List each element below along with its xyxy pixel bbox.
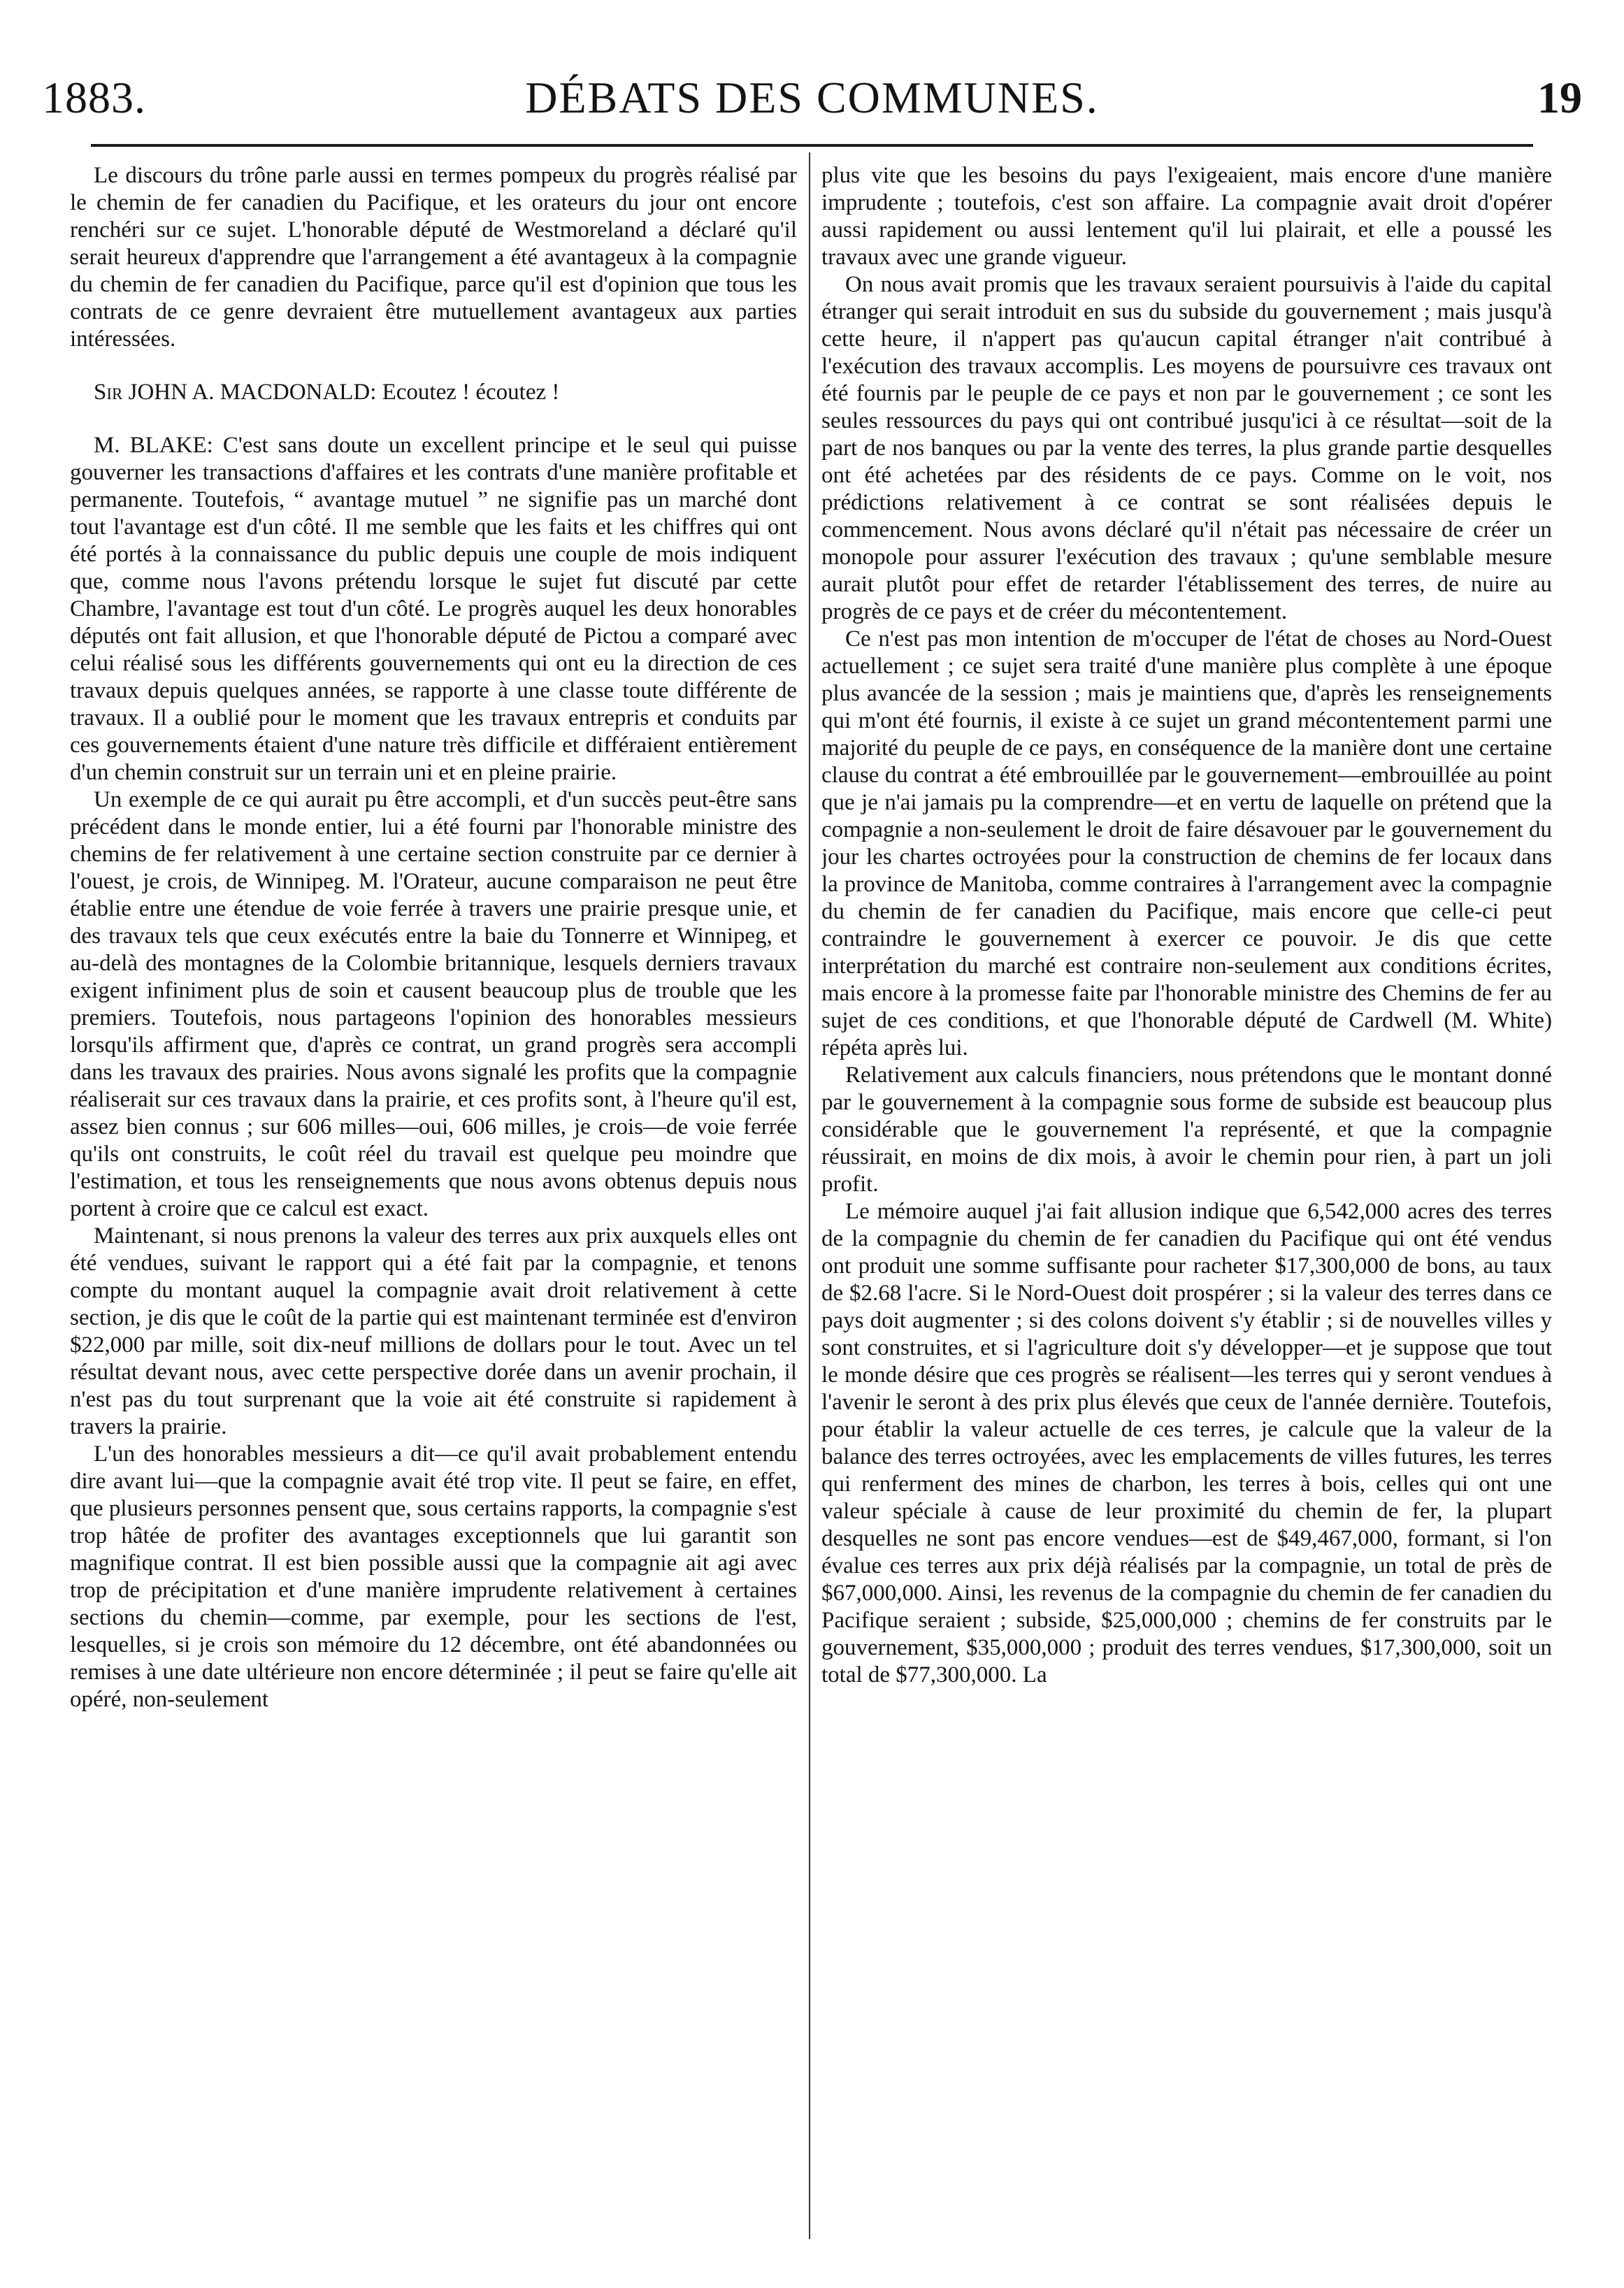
speech-text: : Ecoutez ! écoutez ! xyxy=(370,380,560,405)
paragraph: Relativement aux calculs financiers, nous prétendons que le montant donné par le gouvernement à la compagnie sous forme de subside est beaucoup plus considérable que le gouvernement l'a représenté, et que la compagnie réussirait, en moins de dix mois, à avoir le chemin pour rien, à part un joli profit. xyxy=(821,1063,1552,1197)
header-page-number: 19 xyxy=(1537,73,1582,122)
paragraph: plus vite que les besoins du pays l'exigeaient, mais encore d'une manière imprudente ; toutefois, c'est son affaire. La compagnie avait droit d'opérer aussi rapidement ou aussi lentement qu'il lui plairait, et elle a poussé les travaux avec une grande vigueur. xyxy=(821,163,1552,270)
speaker-name: M. BLAKE xyxy=(94,433,207,458)
paragraph: Maintenant, si nous prenons la valeur des terres aux prix auxquels elles ont été vendues, suivant le rapport qui a été fait par la compagnie, et tenons compte du montant auquel la compagnie avait droit relativement à cette section, je dis que le coût de la partie qui est maintenant terminée est d'environ $22,000 par mille, soit dix-neuf millions de dollars pour le tout. Avec un tel résultat devant nous, avec cette perspective dorée dans un avenir prochain, il n'est pas du tout surprenant que la voie ait été construite si rapidement à travers la prairie. xyxy=(70,1223,797,1439)
paragraph: Le discours du trône parle aussi en termes pompeux du progrès réalisé par le chemin de fer canadien du Pacifique, et les orateurs du jour ont encore renchéri sur ce sujet. L'honorable député de Westmoreland a déclaré qu'il serait heureux d'apprendre que l'arrangement a été avantageux à la compagnie du chemin de fer canadien du Pacifique, parce qu'il est d'opinion que tous les contrats de ce genre devraient être mutuellement avantageux aux parties intéressées. xyxy=(70,163,797,352)
right-column xyxy=(821,162,1552,2231)
paragraph: Un exemple de ce qui aurait pu être accompli, et d'un succès peut-être sans précédent dans le monde entier, lui a été fourni par l'honorable ministre des chemins de fer relativement à une certaine section construite par ce dernier à l'ouest, je crois, de Winnipeg. M. l'Orateur, aucune comparaison ne peut être établie entre une étendue de voie ferrée à travers une prairie presque unie, et des travaux tels que ceux exécutés entre la baie du Tonnerre et Winnipeg, et au-delà des montagnes de la Colombie britannique, lesquels derniers travaux exigent infiniment plus de soin et causent beaucoup plus de trouble que les premiers. Toutefois, nous partageons l'opinion des honorables messieurs lorsqu'ils affirment que, d'après ce contrat, un grand progrès sera accompli dans les travaux des prairies. Nous avons signalé les profits que la compagnie réaliserait sur ces travaux dans la prairie, et ces profits sont, à l'heure qu'il est, assez bien connus ; sur 606 milles—oui, 606 milles, je crois—de voie ferrée qu'ils ont construits, le coût réel du travail est quelque peu moindre que l'estimation, et tous les renseignements que nous avons obtenus depuis nous portent à croire que ce calcul est exact. xyxy=(70,787,797,1221)
left-column xyxy=(70,162,797,2231)
paragraph: Ce n'est pas mon intention de m'occuper de l'état de choses au Nord-Ouest actuellement ; ce sujet sera traité d'une manière plus complète à une époque plus avancée de la session ; mais je maintiens que, d'après les renseignements qui m'ont été fournis, il existe à ce sujet un grand mécontentement parmi une majorité du peuple de ce pays, en conséquence de la manière dont une certaine clause du contrat a été embrouillée par le gouvernement—embrouillée au point que je n'ai jamais pu la comprendre—et en vertu de laquelle on prétend que la compagnie a non-seulement le droit de faire désavouer par le gouvernement du jour les chartes octroyées pour la construction de chemins de fer locaux dans la province de Manitoba, comme contraires à l'arrangement avec la compagnie du chemin de fer canadien du Pacifique, mais encore que celle-ci peut contraindre le gouvernement à exercer ce pouvoir. Je dis que cette interprétation du marché est contraire non-seulement aux conditions écrites, mais encore à la promesse faite par l'honorable ministre des Chemins de fer au sujet de ces conditions, et que l'honorable député de Cardwell (M. White) répéta après lui. xyxy=(821,626,1552,1060)
speaker-name: Sir JOHN A. MACDONALD xyxy=(94,380,371,405)
header-year: 1883. xyxy=(42,73,146,122)
paragraph: Le mémoire auquel j'ai fait allusion indique que 6,542,000 acres des terres de la compagnie du chemin de fer canadien du Pacifique qui ont été vendus ont produit une somme suffisante pour racheter $17,300,000 de bons, au taux de $2.68 l'acre. Si le Nord-Ouest doit prospérer ; si la valeur des terres dans ce pays doit augmenter ; si des colons doivent s'y établir ; si de nouvelles villes y sont construites, et si l'agriculture doit s'y développer—et je suppose que tout le monde désire que ces progrès se réalisent—les terres qui y seront vendues à l'avenir le seront à des prix plus élevés que ceux de l'année dernière. Toutefois, pour établir la valeur actuelle de ces terres, je calcule que la valeur de la balance des terres octroyées, avec les emplacements de villes futures, les terres qui renferment des mines de charbon, les terres à bois, celles qui ont une valeur spéciale à cause de leur proximité du chemin de fer, la plupart desquelles ne sont pas encore vendues—est de $49,467,000, formant, si l'on évalue ces terres aux prix déjà réalisés par la compagnie, un total de près de $67,000,000. Ainsi, les revenus de la compagnie du chemin de fer canadien du Pacifique seraient ; subside, $25,000,000 ; chemins de fer construits par le gouvernement, $35,000,000 ; produit des terres vendues, $17,300,000, soit un total de $77,300,000. La xyxy=(821,1199,1552,1688)
speaker-paragraph xyxy=(70,432,797,786)
header-title: DÉBATS DES COMMUNES. xyxy=(525,73,1099,122)
paragraph: L'un des honorables messieurs a dit—ce qu'il avait probablement entendu dire avant lui—que la compagnie avait été trop vite. Il peut se faire, en effet, que plusieurs personnes pensent que, sous certains rapports, la compagnie s'est trop hâtée de profiter des avantages exceptionnels que lui garantit son magnifique contrat. Il est bien possible aussi que la compagnie ait agi avec trop de précipitation et d'une manière imprudente relativement à certaines sections du chemin—comme, par exemple, pour les sections de l'est, lesquelles, si je crois son mémoire du 12 décembre, ont été abandonnées ou remises à une date ultérieure non encore déterminée ; il peut se faire qu'elle ait opéré, non-seulement xyxy=(70,1441,797,1712)
speech-text: : C'est sans doute un excellent principe et le seul qui puisse gouverner les transactions d'affaires et les contrats d'une manière profitable et permanente. Toutefois, “ avantage mutuel ” ne signifie pas un marché dont tout l'avantage est d'un côté. Il me semble que les faits et les chiffres qui ont été portés à la connaissance du public depuis une couple de mois indiquent que, comme nous l'avons prétendu lorsque le sujet fut discuté par cette Chambre, l'avantage est tout d'un côté. Le progrès auquel les deux honorables députés ont fait allusion, et que l'honorable député de Pictou a comparé avec celui réalisé sous les différents gouvernements qui ont eu la direction de ces travaux depuis quelques années, se rapporte à une classe toute différente de travaux. Il a oublié pour le moment que les travaux entrepris et conduits par ces gouvernements étaient d'une nature très difficile et différaient entièrement d'un chemin construit sur un terrain uni et en pleine prairie. xyxy=(70,433,797,785)
paragraph: On nous avait promis que les travaux seraient poursuivis à l'aide du capital étranger qui serait introduit en sus du subside du gouvernement ; mais jusqu'à cette heure, il n'appert pas qu'aucun capital étranger n'ait contribué à l'exécution des travaux accomplis. Les moyens de poursuivre ces travaux ont été fournis par le peuple de ce pays et non par le gouvernement ; ce sont les seules ressources du pays qui ont contribué jusqu'ici à ce résultat—soit de la part de nos banques ou par la vente des terres, la plus grande partie desquelles ont été achetées par des résidents de ce pays. Comme on le voit, nos prédictions relativement à ce contrat se sont réalisées depuis le commencement. Nous avons déclaré qu'il n'était pas nécessaire de créer un monopole pour assurer l'exécution des travaux ; qu'une semblable mesure aurait plutôt pour effet de retarder l'établissement des terres, de nuire au progrès de ce pays et de créer du mécontentement. xyxy=(821,272,1552,624)
speaker-paragraph xyxy=(70,379,797,406)
page-header xyxy=(42,70,1582,126)
header-rule xyxy=(91,144,1533,147)
column-divider xyxy=(809,152,810,2239)
